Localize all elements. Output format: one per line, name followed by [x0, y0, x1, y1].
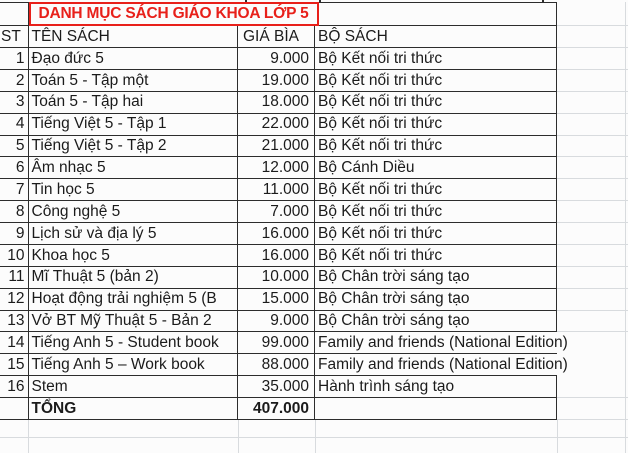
total-row [0, 398, 557, 420]
cell-name[interactable]: Toán 5 - Tập hai [29, 92, 239, 114]
empty-cell[interactable] [557, 2, 628, 26]
cell-name[interactable]: Lịch sử và địa lý 5 [29, 223, 239, 245]
cell-series[interactable]: Bộ Kết nối tri thức [315, 179, 557, 201]
cell-series[interactable]: Bộ Kết nối tri thức [315, 201, 557, 223]
cell-st[interactable]: 15 [0, 354, 29, 376]
cell-price[interactable]: 7.000 [238, 201, 315, 223]
gridline [238, 420, 239, 453]
cell-price[interactable]: 16.000 [238, 245, 315, 267]
data-rows [0, 48, 568, 398]
table-row [0, 223, 557, 245]
cell-st[interactable]: 4 [0, 114, 29, 136]
cell-price[interactable]: 10.000 [238, 267, 315, 289]
cell-name[interactable]: Âm nhạc 5 [29, 157, 239, 179]
empty-cell[interactable] [557, 201, 628, 223]
gridline [557, 420, 558, 453]
empty-cell[interactable] [557, 245, 628, 267]
cell-name[interactable]: Tiếng Việt 5 - Tập 2 [29, 136, 239, 158]
title-row [0, 2, 557, 26]
cell-name[interactable]: Mĩ Thuật 5 (bản 2) [29, 267, 239, 289]
textbook-table [0, 2, 568, 420]
table-row [0, 114, 557, 136]
cell-series[interactable]: Bộ Chân trời sáng tạo [315, 311, 557, 333]
empty-cell[interactable] [557, 48, 628, 70]
empty-cell[interactable] [0, 2, 29, 26]
column-header-st[interactable]: ST [0, 26, 29, 48]
cell-name[interactable]: Khoa học 5 [29, 245, 239, 267]
empty-cell[interactable] [557, 26, 628, 48]
empty-cell[interactable] [557, 376, 628, 398]
cell-price[interactable]: 9.000 [238, 48, 315, 70]
column-header-series[interactable]: BỘ SÁCH [315, 26, 557, 48]
cell-st[interactable] [0, 398, 29, 420]
cell-price[interactable]: 12.000 [238, 157, 315, 179]
cell-name[interactable]: Tiếng Anh 5 - Student book [29, 332, 239, 354]
cell-st[interactable]: 5 [0, 136, 29, 158]
cell-price[interactable]: 19.000 [238, 70, 315, 92]
cell-price[interactable]: 15.000 [238, 289, 315, 311]
total-label-cell[interactable]: TỔNG [29, 398, 239, 420]
cell-st[interactable]: 14 [0, 332, 29, 354]
cell-st[interactable]: 16 [0, 376, 29, 398]
header-row [0, 26, 557, 48]
cell-st[interactable]: 11 [0, 267, 29, 289]
empty-cell[interactable] [319, 2, 558, 26]
cell-series[interactable]: Bộ Kết nối tri thức [315, 114, 557, 136]
column-header-price[interactable]: GIÁ BÌA [238, 26, 315, 48]
table-row [0, 289, 557, 311]
gridline [315, 420, 316, 453]
empty-rows-region [0, 420, 628, 453]
empty-cell[interactable] [557, 70, 628, 92]
cell-name[interactable]: Công nghệ 5 [29, 201, 239, 223]
empty-cell[interactable] [557, 179, 628, 201]
cell-name[interactable]: Stem [29, 376, 239, 398]
table-row [0, 245, 557, 267]
table-row [0, 311, 557, 333]
cell-series[interactable]: Bộ Kết nối tri thức [315, 136, 557, 158]
cell-name[interactable]: Tin học 5 [29, 179, 239, 201]
empty-cell[interactable] [557, 311, 628, 333]
cell-series[interactable] [315, 398, 557, 420]
sheet-title-cell[interactable]: DANH MỤC SÁCH GIÁO KHOA LỚP 5 [29, 2, 319, 26]
empty-cell[interactable] [557, 92, 628, 114]
table-row [0, 179, 557, 201]
empty-cell[interactable] [557, 157, 628, 179]
cell-series[interactable]: Bộ Chân trời sáng tạo [315, 267, 557, 289]
table-row [0, 157, 557, 179]
cell-name[interactable]: Đạo đức 5 [29, 48, 239, 70]
cell-price[interactable]: 21.000 [238, 136, 315, 158]
table-row [0, 70, 557, 92]
empty-cell[interactable] [557, 398, 628, 420]
cell-series[interactable]: Bộ Kết nối tri thức [315, 223, 557, 245]
cell-st[interactable]: 10 [0, 245, 29, 267]
table-row [0, 376, 557, 398]
empty-cell[interactable] [557, 114, 628, 136]
cell-st[interactable]: 6 [0, 157, 29, 179]
table-row [0, 136, 557, 158]
cell-name[interactable]: Toán 5 - Tập một [29, 70, 239, 92]
cell-name[interactable]: Tiếng Việt 5 - Tập 1 [29, 114, 239, 136]
cell-price[interactable]: 88.000 [238, 354, 315, 376]
empty-cell[interactable] [557, 223, 628, 245]
cell-st[interactable]: 1 [0, 48, 29, 70]
table-row [0, 48, 557, 70]
cell-price[interactable]: 11.000 [238, 179, 315, 201]
table-row [0, 201, 557, 223]
cell-series[interactable]: Bộ Kết nối tri thức [315, 48, 557, 70]
cell-series[interactable]: Bộ Kết nối tri thức [315, 70, 557, 92]
cell-price[interactable]: 99.000 [238, 332, 315, 354]
cell-name[interactable]: Hoạt động trải nghiệm 5 (B [29, 289, 239, 311]
cell-st[interactable]: 7 [0, 179, 29, 201]
cell-st[interactable]: 8 [0, 201, 29, 223]
total-value-cell[interactable]: 407.000 [238, 398, 315, 420]
table-row [0, 267, 557, 289]
cell-st[interactable]: 12 [0, 289, 29, 311]
cell-price[interactable]: 9.000 [238, 311, 315, 333]
cell-name[interactable]: Tiếng Anh 5 – Work book [29, 354, 239, 376]
cell-series[interactable]: Family and friends (National Edition) [315, 354, 557, 376]
column-header-name[interactable]: TÊN SÁCH [29, 26, 239, 48]
empty-cell[interactable] [557, 289, 628, 311]
cell-series[interactable]: Hành trình sáng tạo [315, 376, 557, 398]
cell-series[interactable]: Bộ Cánh Diều [315, 157, 557, 179]
cell-price[interactable]: 22.000 [238, 114, 315, 136]
empty-cell[interactable] [557, 267, 628, 289]
cell-st[interactable]: 9 [0, 223, 29, 245]
cell-st[interactable]: 2 [0, 70, 29, 92]
cell-price[interactable]: 16.000 [238, 223, 315, 245]
cell-series[interactable]: Bộ Chân trời sáng tạo [315, 289, 557, 311]
gridline [625, 2, 626, 453]
cell-price[interactable]: 35.000 [238, 376, 315, 398]
gridline [0, 420, 628, 438]
gridline [28, 420, 29, 453]
cell-price[interactable]: 18.000 [238, 92, 315, 114]
cell-st[interactable]: 13 [0, 311, 29, 333]
table-row [0, 354, 568, 376]
empty-cell[interactable] [557, 136, 628, 158]
cell-series[interactable]: Bộ Kết nối tri thức [315, 92, 557, 114]
table-row [0, 332, 568, 354]
table-row [0, 92, 557, 114]
cell-name[interactable]: Vở BT Mỹ Thuật 5 - Bản 2 [29, 311, 239, 333]
cell-st[interactable]: 3 [0, 92, 29, 114]
cell-series[interactable]: Bộ Kết nối tri thức [315, 245, 557, 267]
cell-series[interactable]: Family and friends (National Edition) [315, 332, 557, 354]
